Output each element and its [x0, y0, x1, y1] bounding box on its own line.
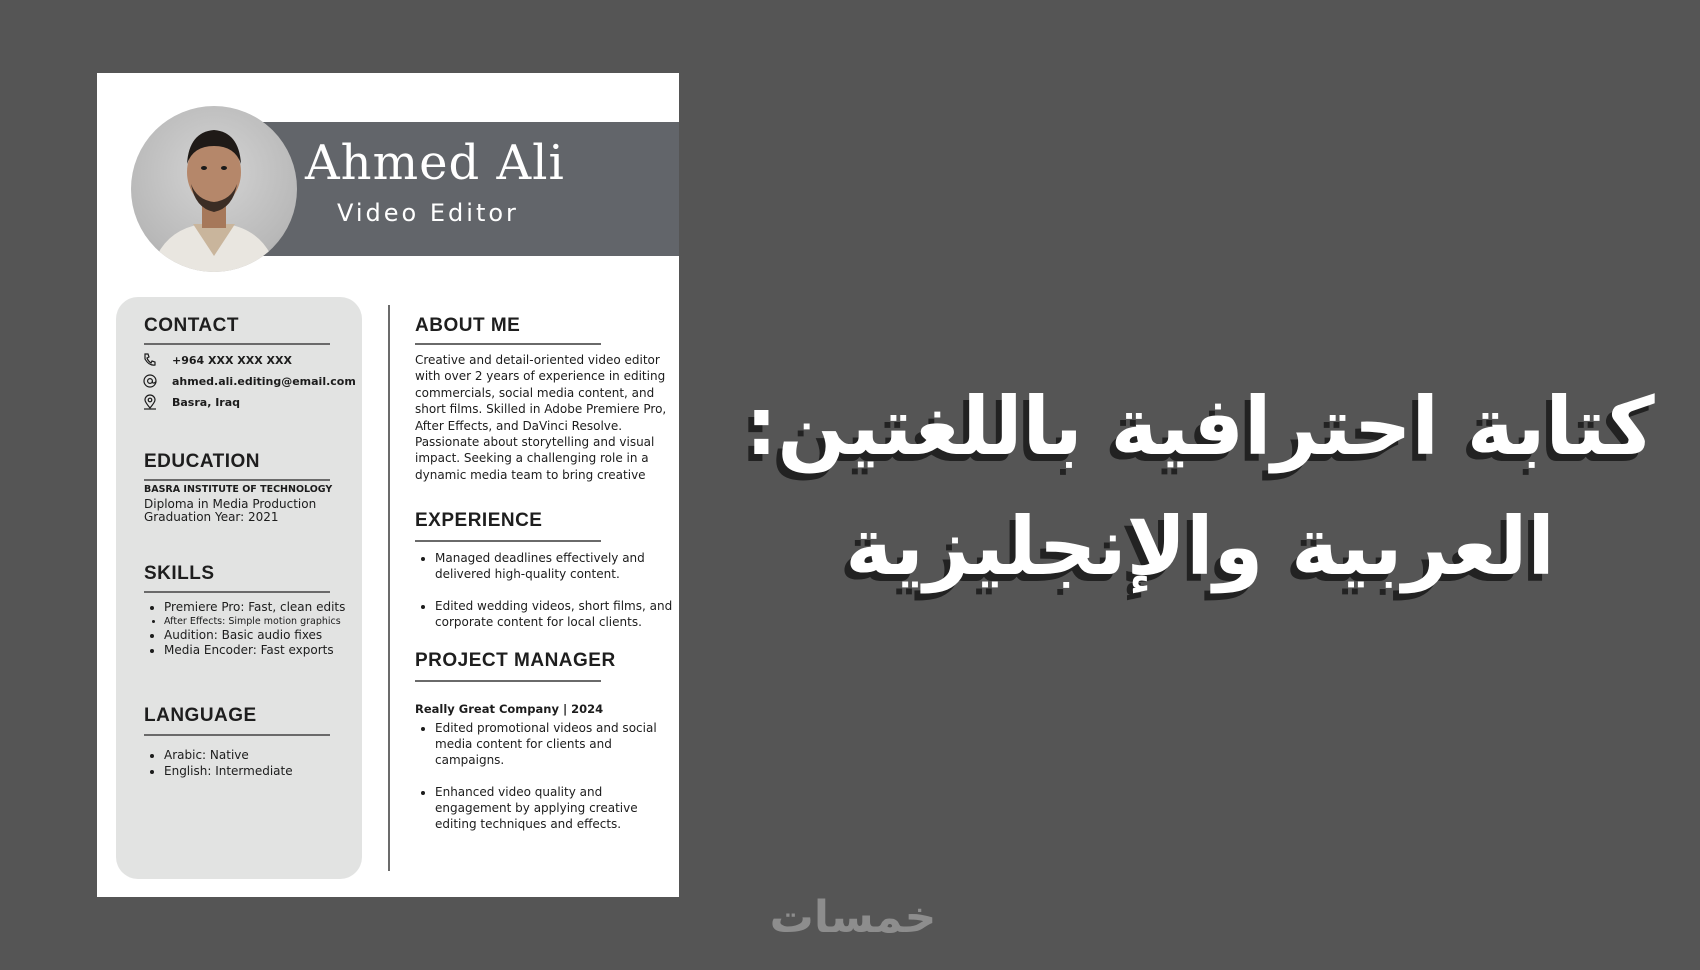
skill-item: • Premiere Pro: Fast, clean edits [164, 600, 345, 615]
experience-heading: EXPERIENCE [415, 510, 543, 531]
language-item: • English: Intermediate [164, 763, 293, 779]
language-item: • Arabic: Native [164, 747, 293, 763]
project-list [415, 720, 680, 832]
skills-list [144, 600, 345, 658]
project-item: • Enhanced video quality and engagement by applying creative editing techniques and effects. [435, 784, 680, 832]
resume-card [97, 73, 679, 897]
skill-item: • Media Encoder: Fast exports [164, 643, 345, 658]
contact-rule [144, 343, 330, 345]
education-graduation: Graduation Year: 2021 [144, 510, 279, 524]
contact-email: ahmed.ali.editing@email.com [172, 374, 356, 388]
contact-location: Basra, Iraq [172, 395, 241, 409]
resume-name: Ahmed Ali [305, 135, 565, 191]
column-divider [388, 305, 390, 871]
experience-rule [415, 540, 601, 542]
experience-item: • Managed deadlines effectively and delivered high-quality content. [435, 550, 680, 582]
skill-item: • Audition: Basic audio fixes [164, 628, 345, 643]
headline-line-2: العربية والإنجليزية [845, 500, 1555, 593]
experience-list [415, 550, 680, 630]
about-text: Creative and detail-oriented video editor with over 2 years of experience in editing commercials, social media content, and short films. Skilled in Adobe Premiere Pro, After Effects, and DaVinci Resolve. Passionate about storytelling and visual impact. Seeking a challenging role in a dynamic media team to bring creative [415, 353, 667, 482]
phone-icon [142, 352, 158, 368]
profile-photo-illustration [131, 106, 297, 272]
location-pin-icon [142, 394, 158, 410]
language-heading: LANGUAGE [144, 705, 257, 726]
brand-logo: خمسات [769, 892, 937, 943]
language-list [144, 747, 293, 779]
resume-job-title: Video Editor [337, 199, 519, 227]
contact-email-row [142, 373, 356, 389]
project-manager-heading: PROJECT MANAGER [415, 650, 616, 671]
contact-phone: +964 XXX XXX XXX [172, 353, 292, 367]
project-company: Really Great Company | 2024 [415, 702, 604, 716]
education-heading: EDUCATION [144, 451, 261, 472]
about-heading: ABOUT ME [415, 315, 521, 336]
language-rule [144, 734, 330, 736]
contact-heading: CONTACT [144, 315, 239, 336]
project-item: • Edited promotional videos and social media content for clients and campaigns. [435, 720, 680, 768]
education-degree: Diploma in Media Production [144, 497, 317, 511]
contact-phone-row [142, 352, 292, 368]
at-icon [142, 373, 158, 389]
project-manager-rule [415, 680, 601, 682]
about-rule [415, 343, 601, 345]
contact-location-row [142, 394, 240, 410]
headline-line-1: كتابة احترافية باللغتين: [745, 380, 1655, 473]
skill-item: • After Effects: Simple motion graphics [164, 615, 345, 628]
education-school: BASRA INSTITUTE OF TECHNOLOGY [144, 484, 333, 495]
skills-rule [144, 591, 330, 593]
skills-heading: SKILLS [144, 563, 215, 584]
profile-photo [131, 106, 297, 272]
education-rule [144, 479, 330, 481]
experience-item: • Edited wedding videos, short films, and corporate content for local clients. [435, 598, 680, 630]
